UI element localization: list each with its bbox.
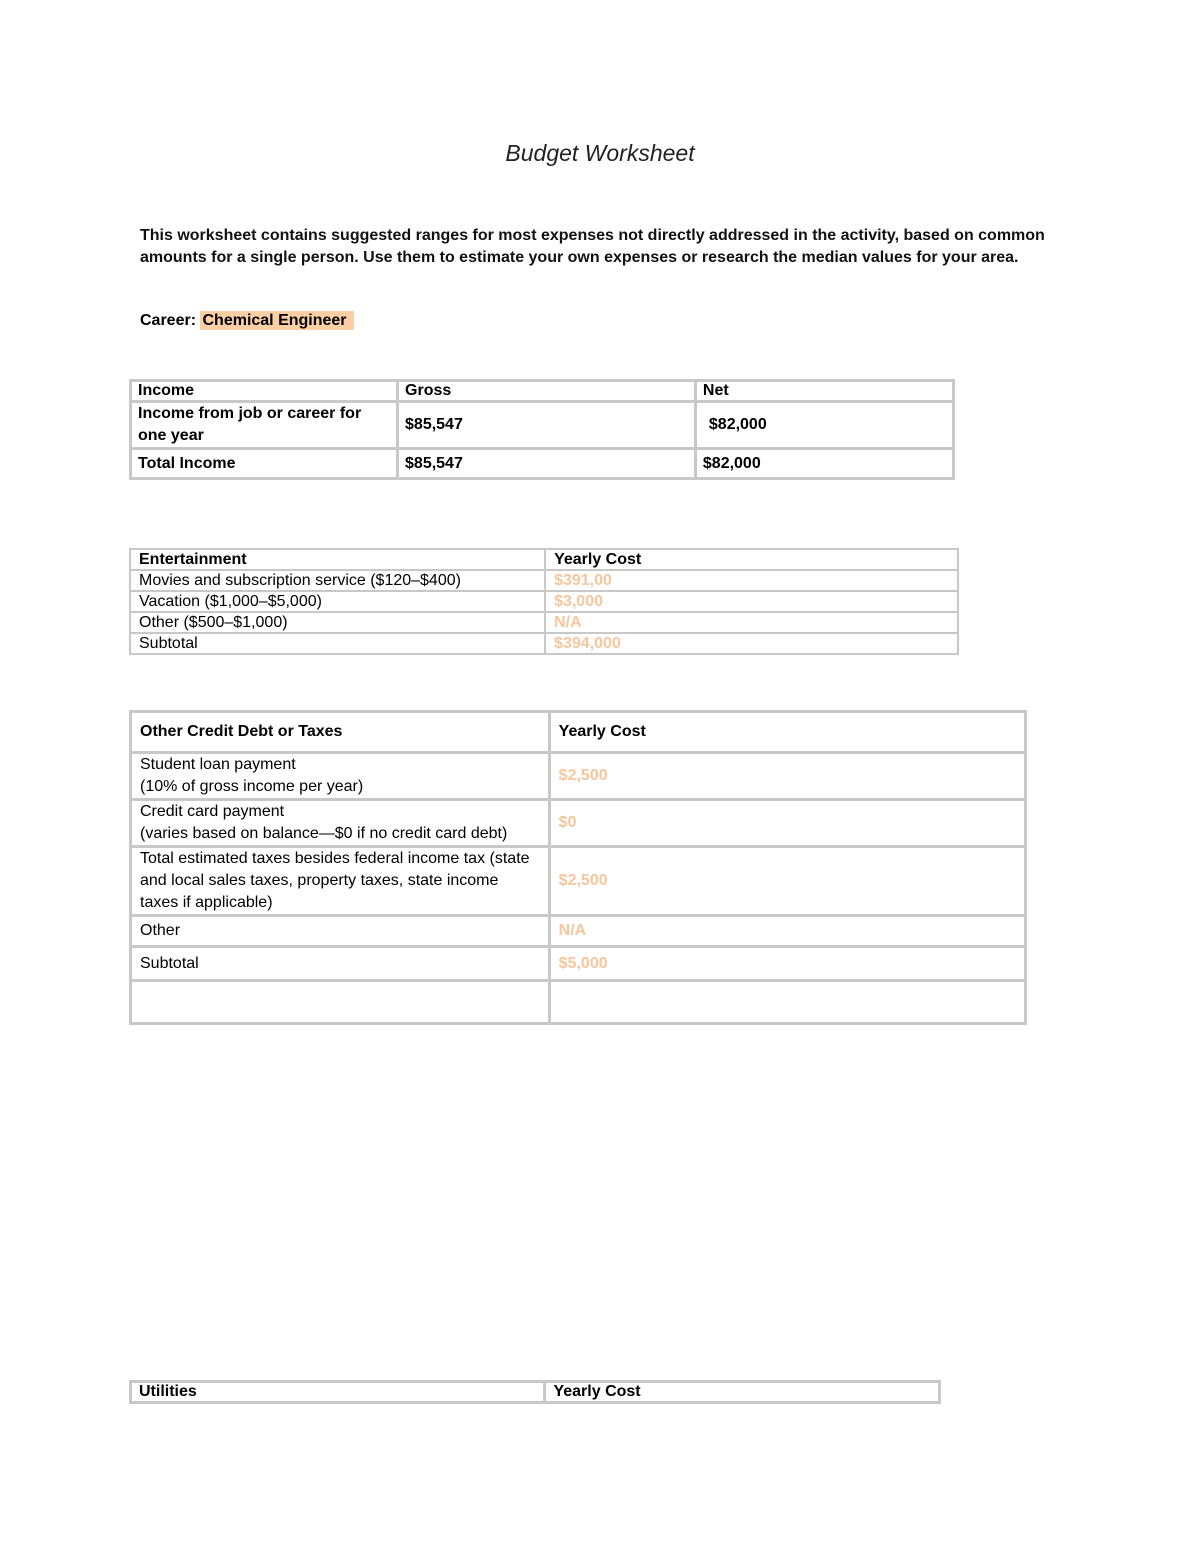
intro-paragraph: This worksheet contains suggested ranges for most expenses not directly addressed in the activity, based on common amounts for a single person. Use them to estimate your own expenses or research the median values for your area. <box>140 227 1045 266</box>
table-header-row <box>131 1382 940 1403</box>
row-label: Total estimated taxes besides federal income tax (state and local sales taxes, property taxes, state income taxes if applicable) <box>131 847 550 916</box>
cost-value: N/A <box>549 916 1025 947</box>
cost-value: $5,000 <box>549 947 1025 981</box>
row-sublabel: (10% of gross income per year) <box>140 778 364 795</box>
row-label: Total Income <box>131 449 398 479</box>
header-credit-debt: Other Credit Debt or Taxes <box>131 712 550 753</box>
row-label: Subtotal <box>131 947 550 981</box>
table-row <box>130 633 958 654</box>
row-label: Other ($500–$1,000) <box>130 612 545 633</box>
row-label-cell <box>131 753 550 800</box>
empty-cell <box>131 981 550 1024</box>
table-row <box>131 753 1026 800</box>
net-value: $82,000 <box>695 449 953 479</box>
cost-value: $2,500 <box>549 753 1025 800</box>
header-entertainment: Entertainment <box>130 549 545 570</box>
table-header-row <box>131 712 1026 753</box>
page-title: Budget Worksheet <box>505 140 695 166</box>
table-header-row <box>131 381 954 402</box>
gross-value: $85,547 <box>398 402 696 449</box>
cost-value: N/A <box>545 612 958 633</box>
header-yearly-cost: Yearly Cost <box>545 549 958 570</box>
header-yearly-cost: Yearly Cost <box>549 712 1025 753</box>
header-utilities: Utilities <box>131 1382 545 1403</box>
row-label: Income from job or career for one year <box>131 402 398 449</box>
table-row <box>131 800 1026 847</box>
row-label: Vacation ($1,000–$5,000) <box>130 591 545 612</box>
table-row <box>131 402 954 449</box>
header-gross: Gross <box>398 381 696 402</box>
row-sublabel: (varies based on balance—$0 if no credit card debt) <box>140 825 508 842</box>
entertainment-table <box>129 548 959 655</box>
credit-debt-table <box>129 710 1027 1025</box>
career-line <box>140 312 354 330</box>
row-label: Subtotal <box>130 633 545 654</box>
table-row <box>131 947 1026 981</box>
table-row <box>131 916 1026 947</box>
career-value: Chemical Engineer <box>200 311 353 330</box>
cost-value: $2,500 <box>549 847 1025 916</box>
table-row <box>131 449 954 479</box>
header-net: Net <box>695 381 953 402</box>
row-label-cell <box>131 800 550 847</box>
empty-cell <box>549 981 1025 1024</box>
table-row <box>130 570 958 591</box>
cost-value: $394,000 <box>545 633 958 654</box>
header-yearly-cost: Yearly Cost <box>545 1382 940 1403</box>
cost-value: $391,00 <box>545 570 958 591</box>
table-header-row <box>130 549 958 570</box>
header-income: Income <box>131 381 398 402</box>
table-row <box>130 591 958 612</box>
income-table <box>129 379 955 480</box>
table-row <box>130 612 958 633</box>
cost-value: $0 <box>549 800 1025 847</box>
utilities-table <box>129 1380 941 1404</box>
empty-row <box>131 981 1026 1024</box>
cost-value: $3,000 <box>545 591 958 612</box>
row-label: Other <box>131 916 550 947</box>
row-label: Student loan payment <box>140 756 296 773</box>
net-value: $82,000 <box>695 402 953 449</box>
row-label: Movies and subscription service ($120–$400) <box>130 570 545 591</box>
career-label: Career: <box>140 312 197 329</box>
row-label: Credit card payment <box>140 803 285 820</box>
gross-value: $85,547 <box>398 449 696 479</box>
table-row <box>131 847 1026 916</box>
